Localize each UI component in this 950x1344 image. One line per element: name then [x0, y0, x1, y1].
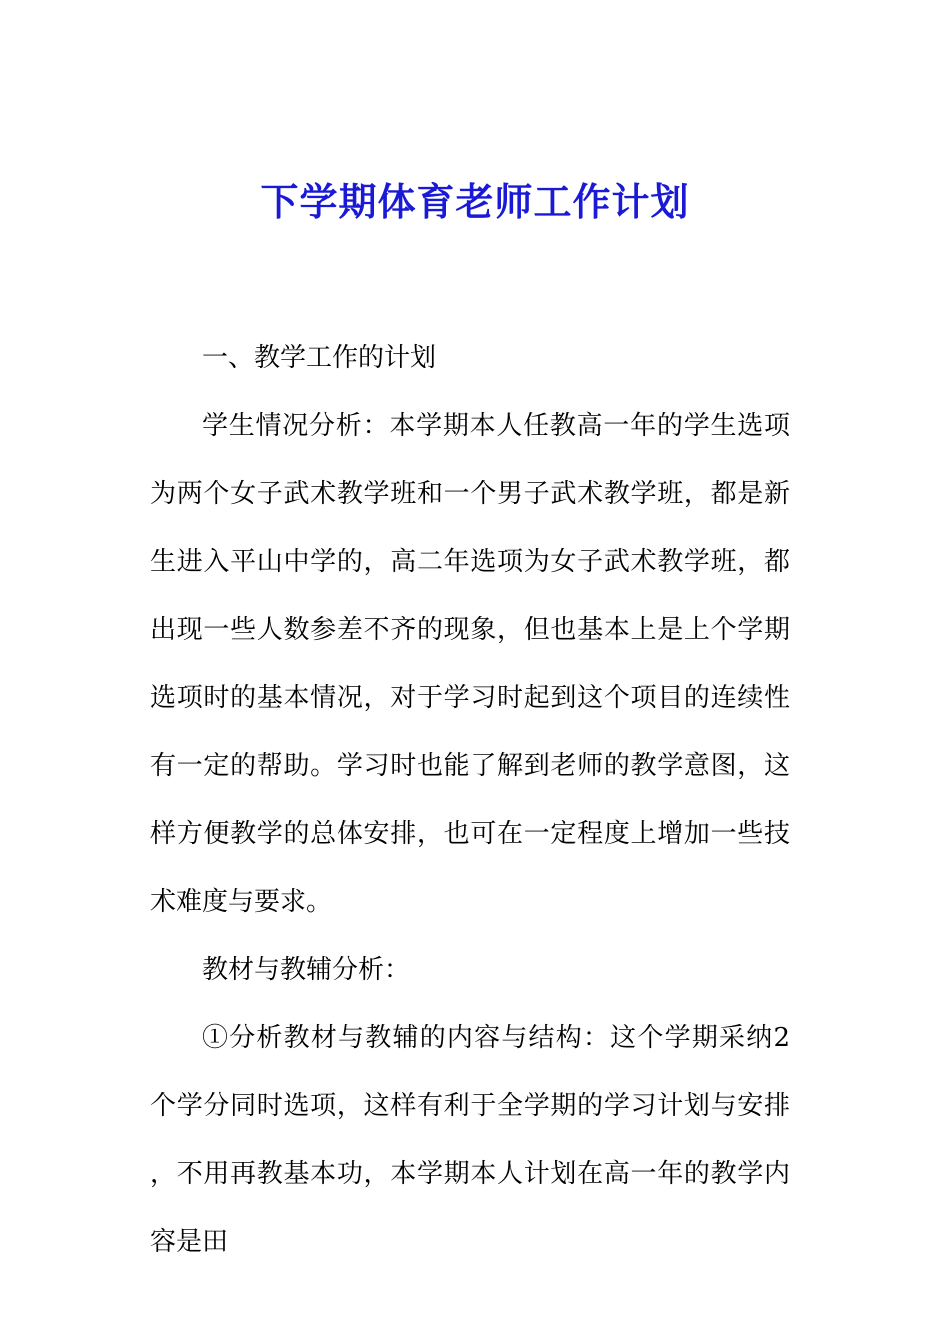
- section-heading: 一、教学工作的计划: [202, 343, 437, 373]
- paragraph-student-analysis: 学生情况分析：本学期本人任教高一年的学生选项为两个女子武术教学班和一个男子武术教学班，都是新生进入平山中学的，高二年选项为女子武术教学班，都出现一些人数参差不齐的现象，但也基本上是上个学期选项时的基本情况，对于学习时起到这个项目的连续性有一定的帮助。学习时也能了解到老师的教学意图，这样方便教学的总体安排，也可在一定程度上增加一些技术难度与要求。: [150, 411, 790, 917]
- paragraph-materials-heading: 教材与教辅分析：: [202, 955, 411, 985]
- paragraph-materials-analysis: ①分析教材与教辅的内容与结构：这个学期采纳2个学分同时选项，这样有利于全学期的学习计划与安排，不用再教基本功，本学期本人计划在高一年的教学内容是田: [150, 1023, 790, 1257]
- document-body: [150, 324, 790, 1276]
- document-title: 下学期体育老师工作计划: [260, 179, 690, 224]
